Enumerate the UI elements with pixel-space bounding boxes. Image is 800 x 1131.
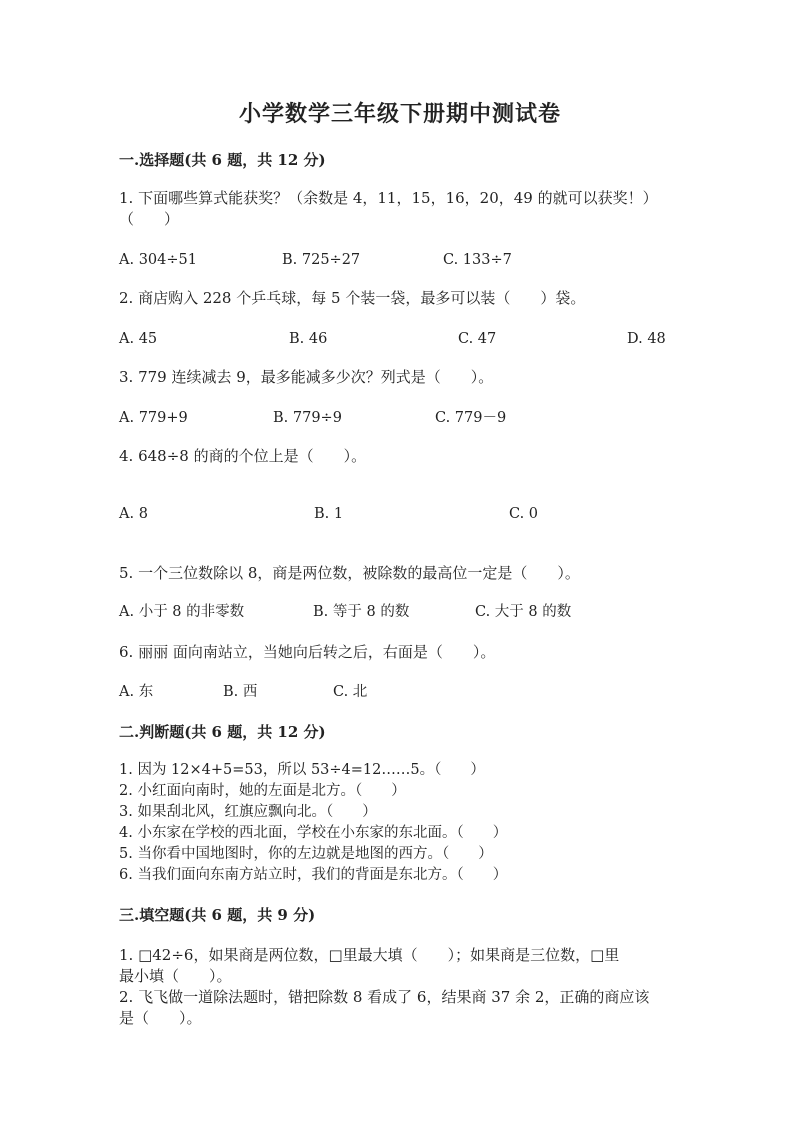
section-heading-judgement: 二.判断题(共 6 题，共 12 分) (119, 723, 326, 741)
option-c: C. 大于 8 的数 (475, 604, 572, 620)
option-a: A. 东 (119, 684, 154, 700)
option-b: B. 西 (223, 684, 258, 700)
question-text: 4. 648÷8 的商的个位上是（ ）。 (119, 447, 367, 465)
question-text: 1. □42÷6，如果商是两位数，□里最大填（ ）；如果商是三位数，□里 (119, 946, 620, 964)
option-b: B. 1 (314, 506, 344, 522)
question-text: 1. 下面哪些算式能获奖？（余数是 4，11，15，16，20，49 的就可以获奖！） (119, 189, 658, 207)
option-a: A. 8 (119, 506, 148, 522)
list-item: 6. 当我们面向东南方站立时，我们的背面是东北方。（ ） (119, 867, 508, 883)
question-text: 6. 丽丽 面向南站立，当她向后转之后，右面是（ ）。 (119, 643, 496, 661)
option-b: B. 779÷9 (273, 410, 342, 426)
question-text-continued: 最小填（ ）。 (119, 967, 232, 985)
option-c: C. 133÷7 (443, 252, 512, 268)
page-title: 小学数学三年级下册期中测试卷 (238, 101, 561, 127)
list-item: 2. 小红面向南时，她的左面是北方。（ ） (119, 783, 406, 799)
section-heading-choice: 一.选择题(共 6 题，共 12 分) (119, 151, 326, 169)
question-text: 2. 商店购入 228 个乒乓球，每 5 个装一袋，最多可以装（ ）袋。 (119, 289, 586, 307)
option-b: B. 46 (289, 331, 328, 347)
section-heading-fill-blank: 三.填空题(共 6 题，共 9 分) (119, 906, 316, 924)
option-a: A. 45 (119, 331, 158, 347)
option-d: D. 48 (627, 331, 666, 347)
option-c: C. 779－9 (435, 410, 507, 426)
option-a: A. 小于 8 的非零数 (119, 604, 245, 620)
list-item: 1. 因为 12×4+5=53，所以 53÷4=12……5。（ ） (119, 762, 485, 778)
option-b: B. 等于 8 的数 (313, 604, 410, 620)
option-b: B. 725÷27 (282, 252, 361, 268)
option-a: A. 304÷51 (119, 252, 197, 268)
list-item: 3. 如果刮北风，红旗应飘向北。（ ） (119, 804, 377, 820)
option-a: A. 779+9 (119, 410, 188, 426)
question-text: 2. 飞飞做一道除法题时，错把除数 8 看成了 6，结果商 37 余 2，正确的商应该 (119, 988, 650, 1006)
option-c: C. 47 (458, 331, 497, 347)
question-text: 5. 一个三位数除以 8，商是两位数，被除数的最高位一定是（ ）。 (119, 564, 580, 582)
question-text-continued: 是（ ）。 (119, 1009, 202, 1027)
question-text: 3. 779 连续减去 9，最多能减多少次？列式是（ ）。 (119, 368, 494, 386)
option-c: C. 0 (509, 506, 539, 522)
list-item: 4. 小东家在学校的西北面，学校在小东家的东北面。（ ） (119, 825, 508, 841)
option-c: C. 北 (333, 684, 368, 700)
answer-blank: （ ） (119, 210, 180, 228)
list-item: 5. 当你看中国地图时，你的左边就是地图的西方。（ ） (119, 846, 493, 862)
